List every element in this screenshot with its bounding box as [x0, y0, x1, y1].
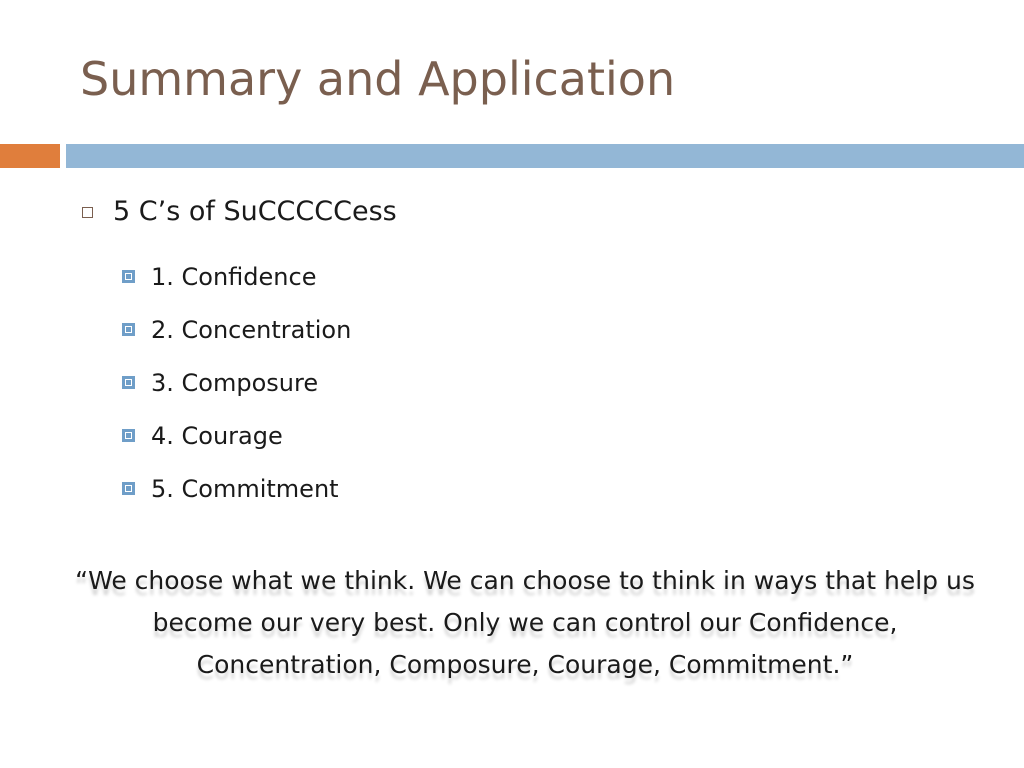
list-item — [122, 250, 351, 303]
list-item — [122, 462, 351, 515]
accent-bar-blue — [66, 144, 1024, 168]
slide-title: Summary and Application — [80, 52, 676, 106]
sub-bullet-list — [122, 250, 351, 515]
list-item — [122, 356, 351, 409]
accent-bar-orange — [0, 144, 60, 168]
filled-square-icon — [122, 376, 135, 389]
list-item-text: 5. Commitment — [151, 474, 339, 503]
filled-square-icon — [122, 270, 135, 283]
filled-square-icon — [122, 482, 135, 495]
filled-square-icon — [122, 429, 135, 442]
hollow-square-icon — [82, 207, 93, 218]
list-item — [122, 409, 351, 462]
list-item — [122, 303, 351, 356]
filled-square-icon — [122, 323, 135, 336]
list-item-text: 2. Concentration — [151, 315, 352, 344]
bullet-main — [82, 196, 397, 227]
list-item-text: 1. Confidence — [151, 262, 317, 291]
bullet-main-text: 5 C’s of SuCCCCCess — [113, 196, 397, 227]
quote-text: “We choose what we think. We can choose to think in ways that help us become our very best. Only we can control our Confidence, Concentration, Composure, Courage, Commitment.” — [75, 566, 975, 679]
list-item-text: 4. Courage — [151, 421, 283, 450]
list-item-text: 3. Composure — [151, 368, 319, 397]
